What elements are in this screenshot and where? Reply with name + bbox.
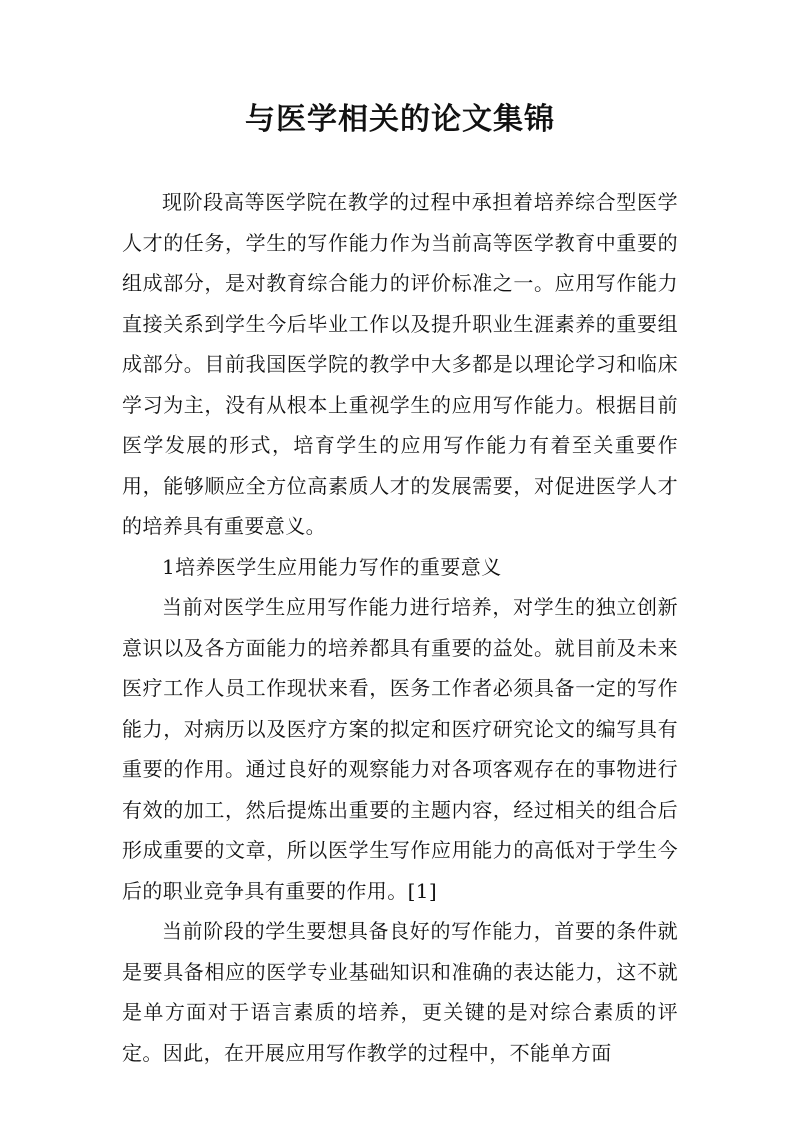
paragraph-current-stage: 当前阶段的学生要想具备良好的写作能力，首要的条件就是要具备相应的医学专业基础知识和准确的表达能力，这不就是单方面对于语言素质的培养，更关键的是对综合素质的评定。因此，在开展应用写作教学的过程中，不能单方面	[122, 919, 678, 1065]
paragraph-intro: 现阶段高等医学院在教学的过程中承担着培养综合型医学人才的任务，学生的写作能力作为当前高等医学教育中重要的组成部分，是对教育综合能力的评价标准之一。应用写作能力直接关系到学生今后毕业工作以及提升职业生涯素养的重要组成部分。目前我国医学院的教学中大多都是以理论学习和临床学习为主，没有从根本上重视学生的应用写作能力。根据目前医学发展的形式，培育学生的应用写作能力有着至关重要作用，能够顺应全方位高素质人才的发展需要，对促进医学人才的培养具有重要意义。	[122, 190, 678, 538]
section-heading: 1培养医学生应用能力写作的重要意义	[162, 554, 502, 579]
paragraph-significance: 当前对医学生应用写作能力进行培养，对学生的独立创新意识以及各方面能力的培养都具有重要的益处。就目前及未来医疗工作人员工作现状来看，医务工作者必须具备一定的写作能力，对病历以及医疗方案的拟定和医疗研究论文的编写具有重要的作用。通过良好的观察能力对各项客观存在的事物进行有效的加工，然后提炼出重要的主题内容，经过相关的组合后形成重要的文章，所以医学生写作应用能力的高低对于学生今后的职业竞争具有重要的作用。[1]	[122, 595, 678, 903]
page-title: 与医学相关的论文集锦	[245, 102, 555, 137]
document-body	[122, 182, 678, 1073]
